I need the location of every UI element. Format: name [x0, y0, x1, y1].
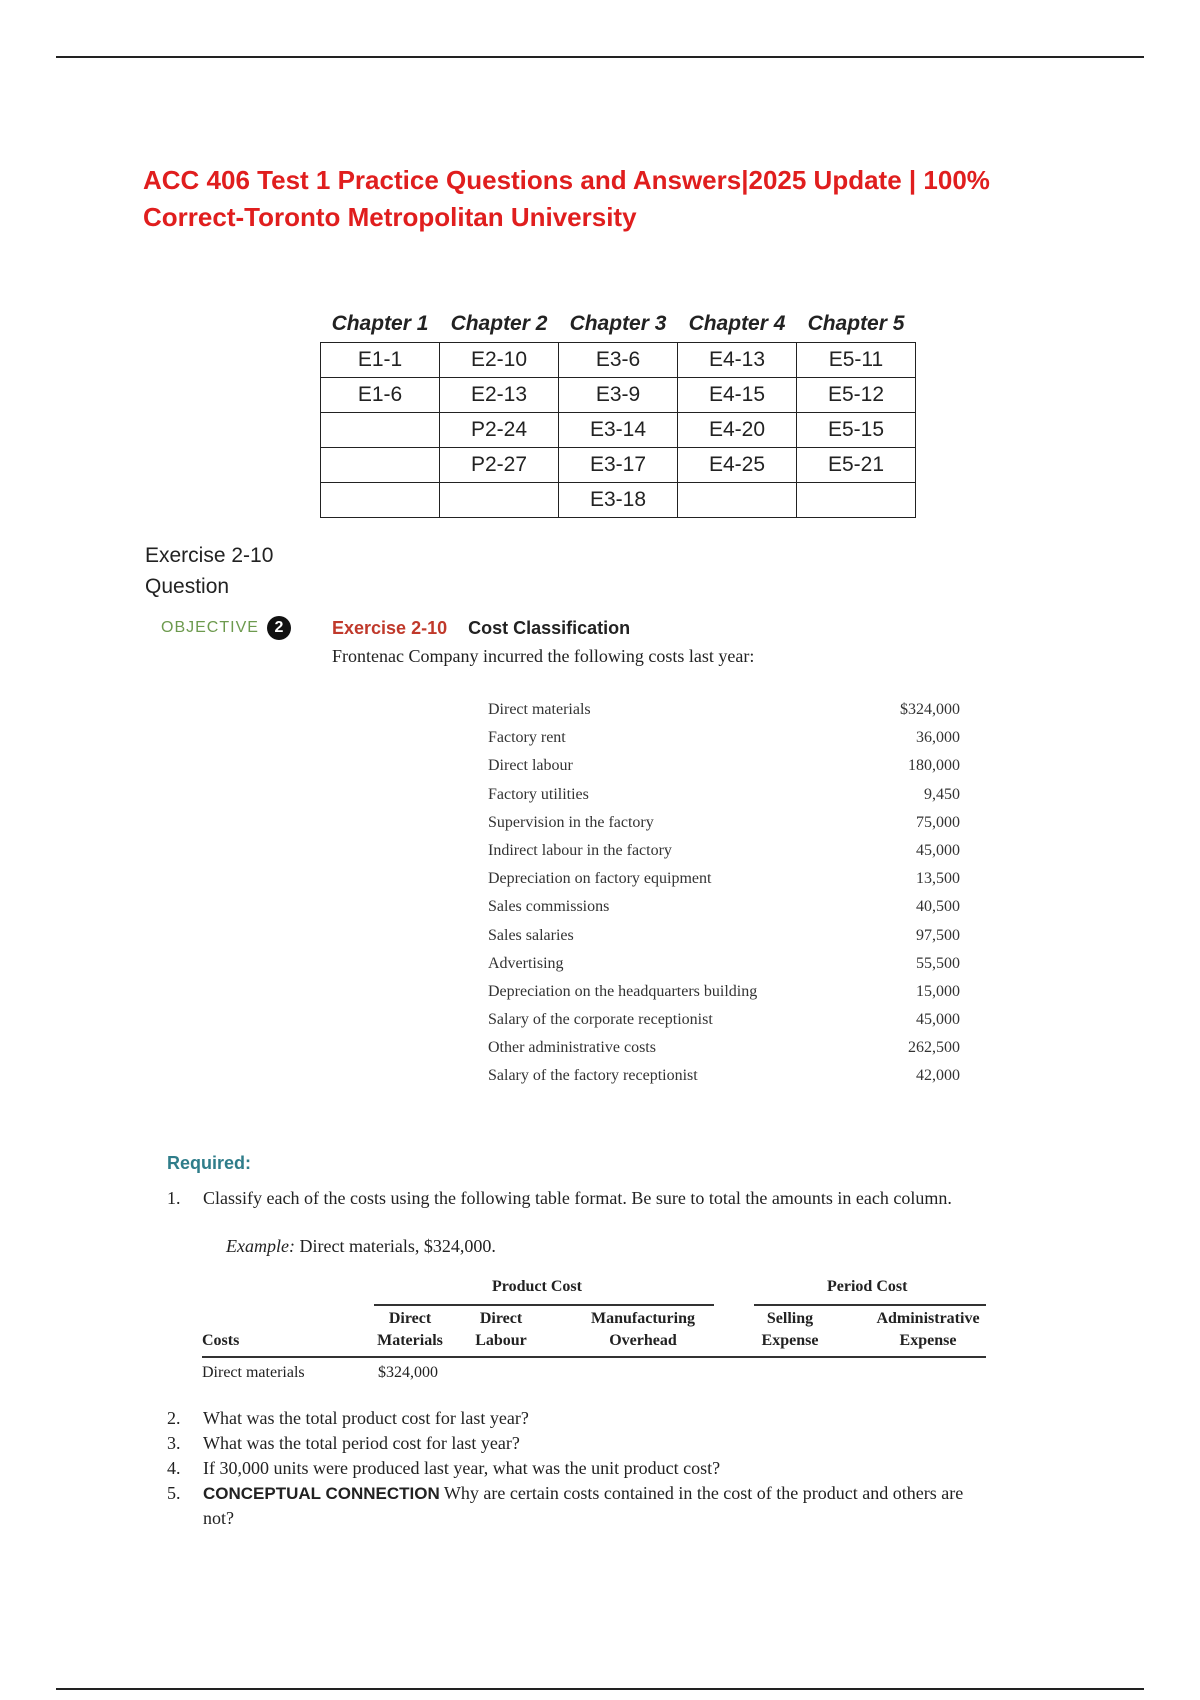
- conceptual-connection-label: CONCEPTUAL CONNECTION: [203, 1484, 440, 1503]
- objective-number-icon: 2: [267, 616, 291, 640]
- list-item: Other administrative costs 262,500: [488, 1039, 960, 1057]
- table-cell: E4-15: [678, 378, 797, 413]
- product-cost-rule: [374, 1304, 714, 1306]
- format-row-label: Direct materials: [202, 1364, 305, 1381]
- table-row: [321, 413, 916, 448]
- table-cell: E2-10: [440, 343, 559, 378]
- costs-column-header: Costs: [202, 1332, 240, 1349]
- list-item: Salary of the factory receptionist 42,000: [488, 1067, 960, 1085]
- list-item: Indirect labour in the factory 45,000: [488, 841, 960, 859]
- chapter-header: Chapter 5: [807, 312, 905, 335]
- exercise-number: Exercise 2-10: [332, 618, 448, 638]
- table-cell: E4-20: [678, 413, 797, 448]
- table-cell: [440, 483, 559, 518]
- table-cell: E5-11: [797, 343, 916, 378]
- table-cell: E3-18: [559, 483, 678, 518]
- list-item: Depreciation on factory equipment 13,500: [488, 870, 960, 888]
- list-item: Supervision in the factory 75,000: [488, 813, 960, 831]
- direct-labour-header: Direct Labour: [475, 1310, 527, 1349]
- exercise-topic: Cost Classification: [468, 618, 631, 638]
- chapter-header: Chapter 2: [450, 312, 548, 335]
- table-cell: P2-27: [440, 448, 559, 483]
- table-cell: P2-24: [440, 413, 559, 448]
- exercise-heading: [332, 618, 630, 639]
- table-row: [321, 483, 916, 518]
- table-cell: E3-14: [559, 413, 678, 448]
- administrative-expense-header: Administrative Expense: [876, 1310, 980, 1349]
- example-line: Example: Direct materials, $324,000.: [226, 1236, 496, 1256]
- chapter-exercise-table: [320, 306, 916, 518]
- manufacturing-overhead-header: Manufacturing Overhead: [591, 1310, 695, 1349]
- exercise-label: Exercise 2-10 Question: [145, 544, 274, 598]
- exercise-intro: Frontenac Company incurred the following costs last year:: [332, 646, 755, 666]
- table-cell: E4-25: [678, 448, 797, 483]
- list-item: Direct labour 180,000: [488, 757, 960, 775]
- table-cell: [321, 448, 440, 483]
- header-rule: [56, 56, 1144, 58]
- document-title: ACC 406 Test 1 Practice Questions and Answers|2025 Update | 100% Correct-Toronto Metropolitan University: [143, 165, 990, 232]
- table-cell: E3-9: [559, 378, 678, 413]
- required-heading: Required:: [167, 1153, 252, 1173]
- format-row-value: $324,000: [378, 1364, 438, 1381]
- table-cell: E3-17: [559, 448, 678, 483]
- list-item: Advertising 55,500: [488, 954, 960, 972]
- table-cell: [321, 483, 440, 518]
- direct-materials-header: Direct Materials: [377, 1310, 443, 1349]
- table-cell: E2-13: [440, 378, 559, 413]
- table-cell: E1-6: [321, 378, 440, 413]
- product-cost-heading: Product Cost: [492, 1278, 582, 1295]
- chapter-header: Chapter 4: [688, 312, 786, 335]
- objective-badge: OBJECTIVE 2: [161, 616, 291, 640]
- table-cell: E3-6: [559, 343, 678, 378]
- cost-list: [488, 696, 960, 1091]
- list-item: Salary of the corporate receptionist 45,000: [488, 1011, 960, 1029]
- chapter-header: Chapter 3: [569, 312, 667, 335]
- period-cost-heading: Period Cost: [827, 1278, 908, 1295]
- list-item: Sales commissions 40,500: [488, 898, 960, 916]
- table-cell: [321, 413, 440, 448]
- table-cell: E5-12: [797, 378, 916, 413]
- format-header-rule: [202, 1356, 986, 1358]
- period-cost-rule: [754, 1304, 986, 1306]
- list-item: Factory rent 36,000: [488, 729, 960, 747]
- table-row: [321, 343, 916, 378]
- chapter-header-row: [321, 306, 916, 343]
- table-cell: [678, 483, 797, 518]
- table-row: [321, 378, 916, 413]
- list-item: Factory utilities 9,450: [488, 785, 960, 803]
- table-cell: E5-21: [797, 448, 916, 483]
- table-cell: E5-15: [797, 413, 916, 448]
- table-cell: E4-13: [678, 343, 797, 378]
- table-row: [321, 448, 916, 483]
- table-cell: E1-1: [321, 343, 440, 378]
- table-cell: [797, 483, 916, 518]
- list-item: Sales salaries 97,500: [488, 926, 960, 944]
- list-item: Depreciation on the headquarters building 15,000: [488, 982, 960, 1000]
- selling-expense-header: Selling Expense: [761, 1310, 819, 1349]
- list-item: Direct materials $324,000: [488, 701, 960, 718]
- chapter-header: Chapter 1: [331, 312, 429, 335]
- footer-rule: [56, 1688, 1144, 1690]
